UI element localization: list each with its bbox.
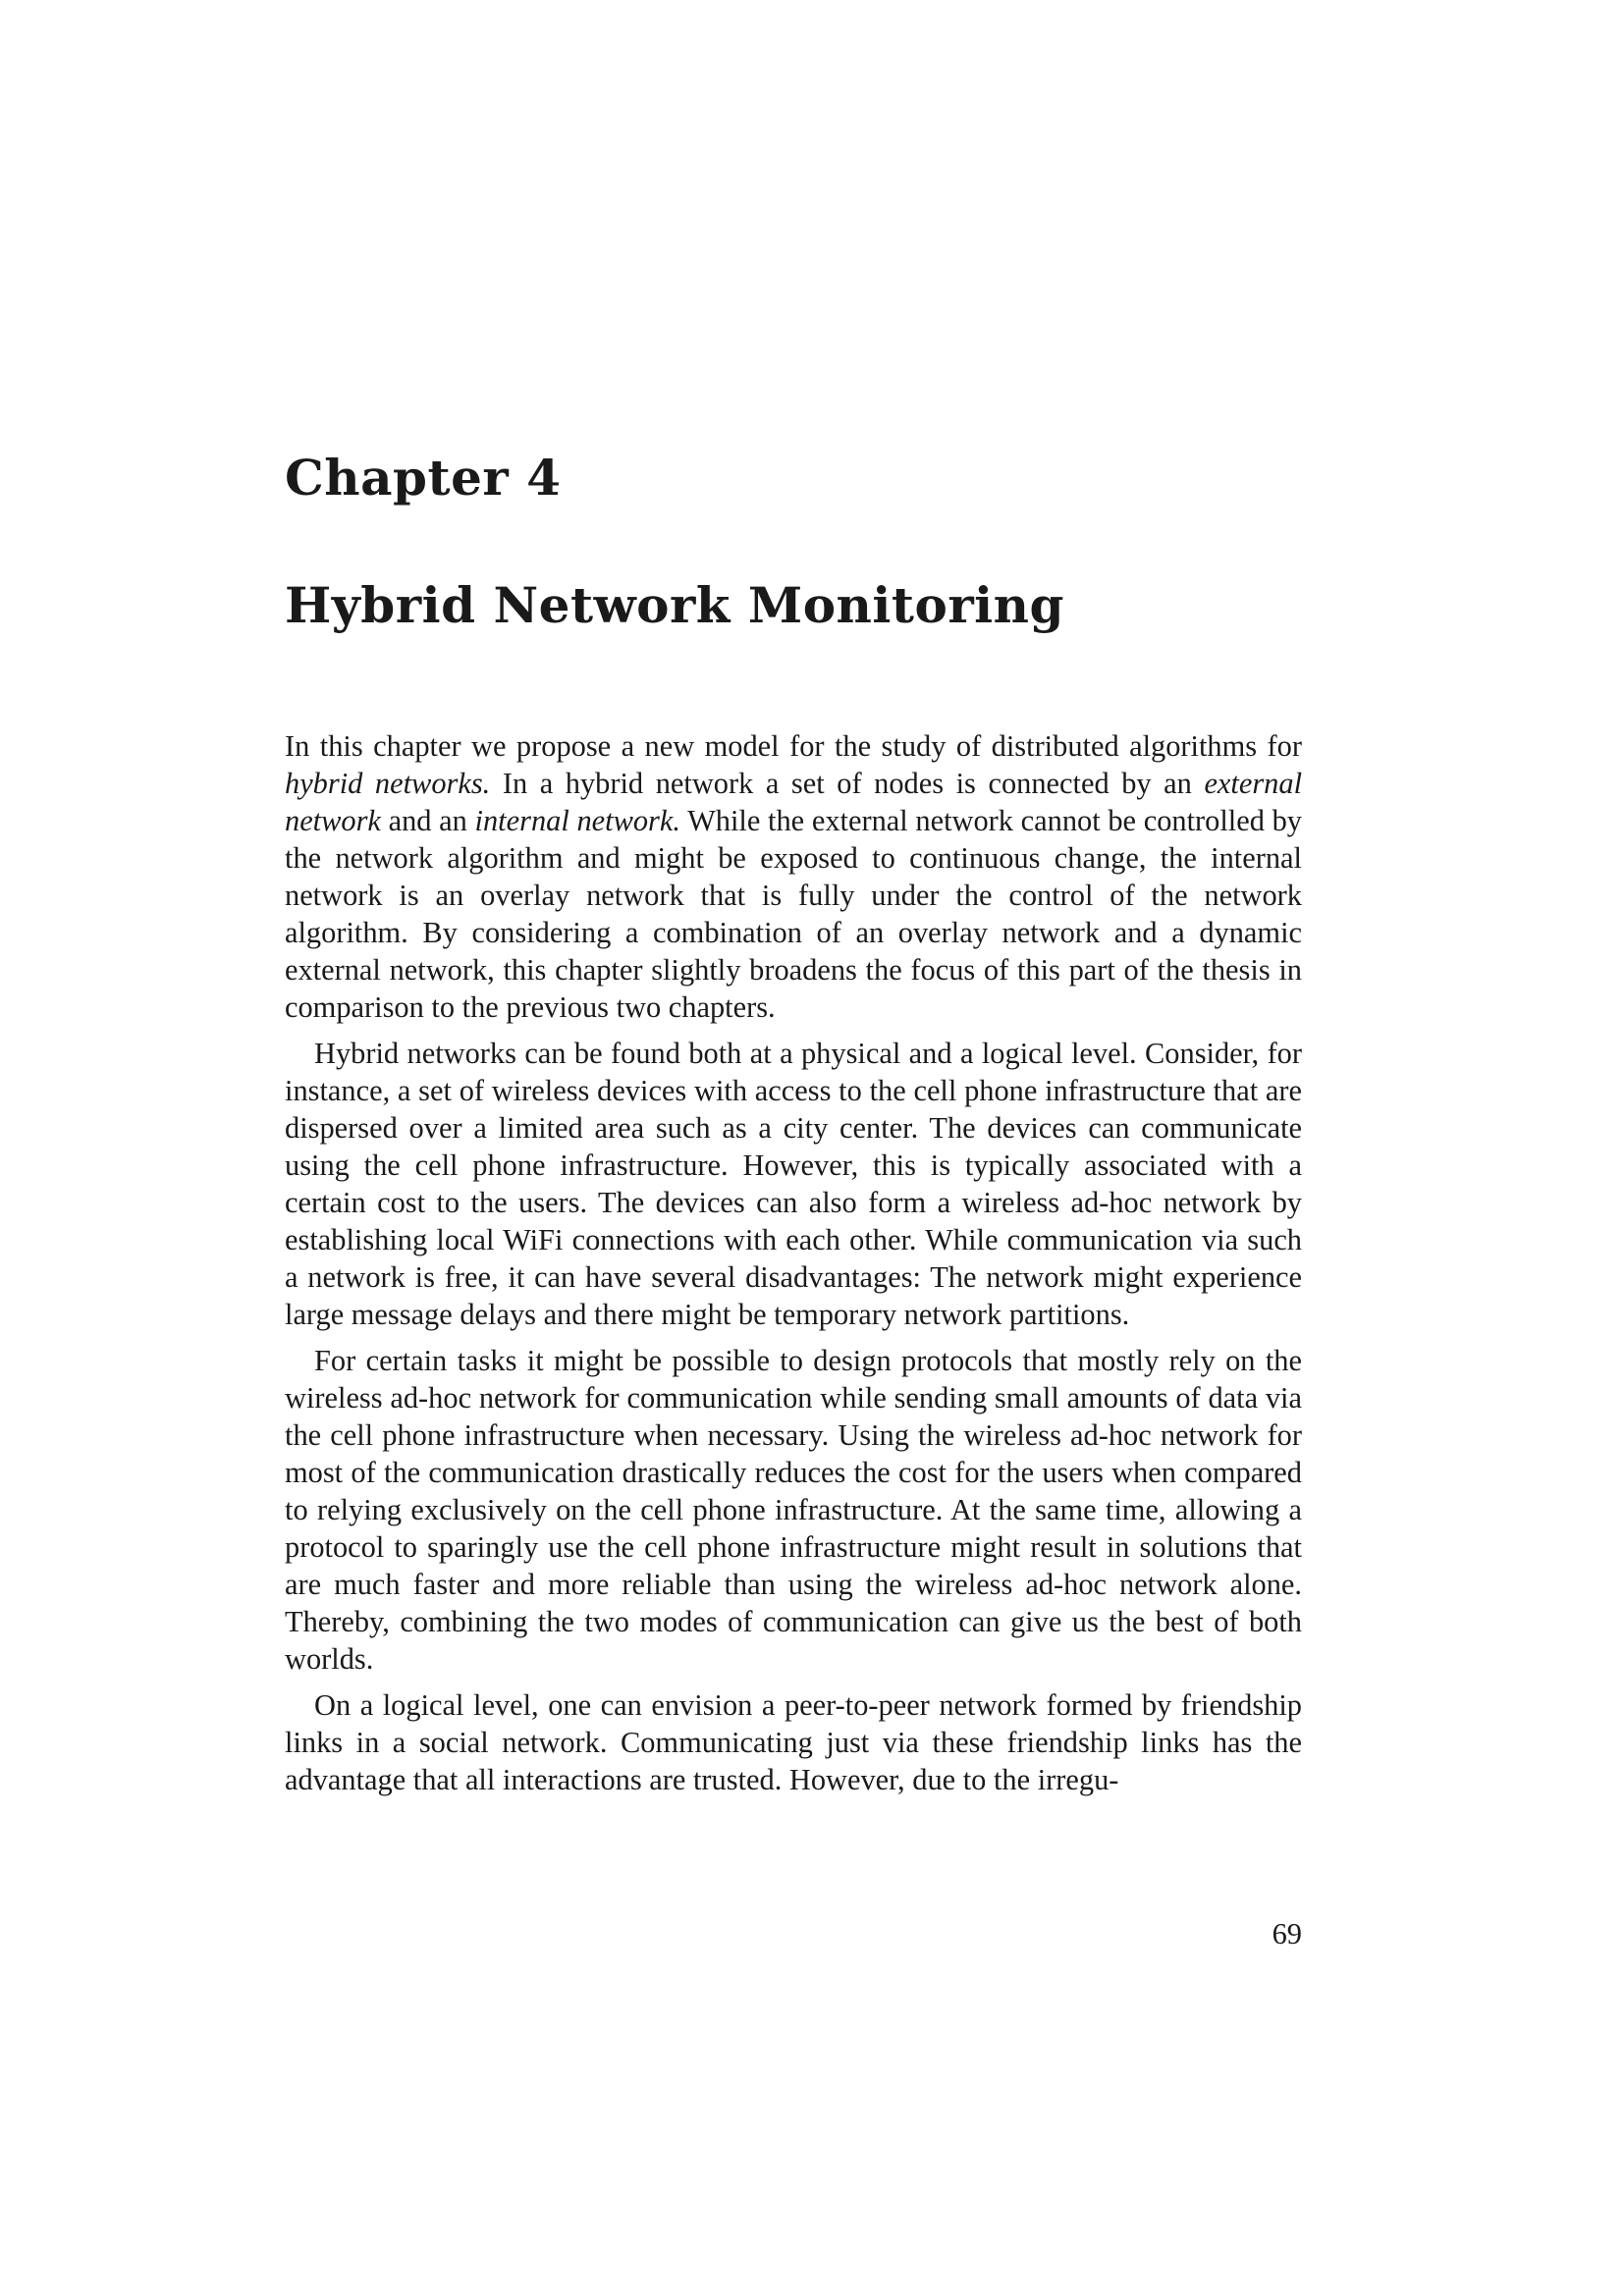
paragraph-1-text: While the external network cannot be controlled by the network algorithm and might be exposed to continuous change, the internal network is an overlay network that is fully under the control of the network algorithm. By considering a combination of an overlay network and a dynamic external network, this chapter slightly broadens the focus of this part of the thesis in comparison to the previous two chapters. bbox=[285, 804, 1303, 1024]
emphasis-internal-network: internal network. bbox=[474, 804, 680, 837]
paragraph-2 bbox=[285, 1035, 1302, 1333]
emphasis-hybrid-networks: hybrid networks. bbox=[285, 767, 491, 800]
paragraph-3-text: For certain tasks it might be possible to design protocols that mostly rely on the wireless ad-hoc network for communication while sending small amounts of data via the cell phone infrastructure when necessary. Using the wireless ad-hoc network for most of the communication drastically reduces the cost for the users when compared to relying exclusively on the cell phone infrastructure. At the same time, allowing a protocol to sparingly use the cell phone infrastructure might result in solutions that are much faster and more reliable than using the wireless ad-hoc network alone. Thereby, combining the two modes of communication can give us the best of both worlds. bbox=[285, 1344, 1302, 1676]
paragraph-1 bbox=[285, 727, 1302, 1026]
page-number: 69 bbox=[1272, 1917, 1302, 1950]
chapter-label: Chapter 4 bbox=[285, 449, 562, 507]
paragraph-4-text: On a logical level, one can envision a peer-to-peer network formed by friendship links in a social network. Communicating just via these friendship links has the advantage that all interactions are trusted. However, due to the irregu- bbox=[285, 1688, 1302, 1796]
emphasis-external-network: external network bbox=[285, 767, 1303, 837]
paragraph-2-text: Hybrid networks can be found both at a physical and a logical level. Consider, for instance, a set of wireless devices with access to the cell phone infrastructure that are dispersed over a limited area such as a city center. The devices can communicate using the cell phone infrastructure. However, this is typically associated with a certain cost to the users. The devices can also form a wireless ad-hoc network by establishing local WiFi connections with each other. While communication via such a network is free, it can have several disadvantages: The network might experience large message delays and there might be temporary network partitions. bbox=[285, 1037, 1302, 1331]
paragraph-3 bbox=[285, 1342, 1302, 1678]
paragraph-4 bbox=[285, 1686, 1302, 1798]
body-text bbox=[285, 727, 1302, 1807]
paragraph-1-text: In a hybrid network a set of nodes is connected by an bbox=[490, 767, 1205, 800]
chapter-title: Hybrid Network Monitoring bbox=[285, 576, 1064, 634]
paragraph-1-text: and an bbox=[380, 804, 475, 837]
paragraph-1-text: In this chapter we propose a new model for the study of distributed algorithms for bbox=[285, 729, 1302, 763]
